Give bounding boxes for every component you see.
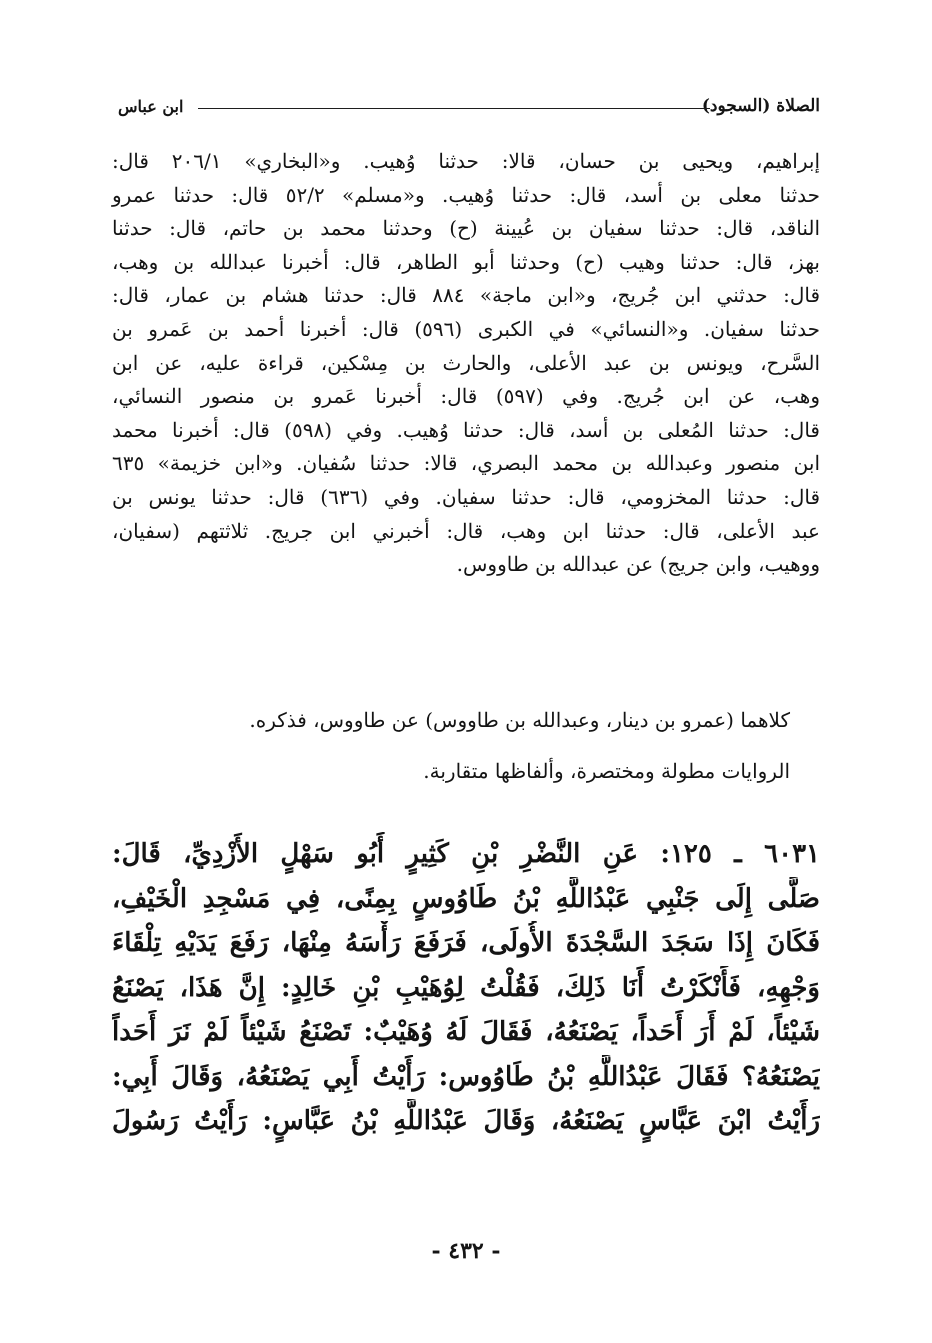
page-number: - ٤٣٢ - bbox=[431, 1238, 501, 1264]
hadith-line: رَأَيْتُ ابْنَ عَبَّاسٍ يَصْنَعُهُ، وَقَالَ عَبْدُاللَّهِ بْنُ عَبَّاسٍ: رَأَيْتُ رَسُولَ bbox=[112, 1106, 820, 1136]
reference-line: قال: حدثنا المخزومي، قال: حدثنا سفيان. وفي (٦٣٦) قال: حدثنا يونس بن bbox=[112, 484, 821, 509]
running-header bbox=[118, 92, 820, 120]
reference-line: حدثنا سفيان. و«النسائي» في الكبرى (٥٩٦) قال: أخبرنا أحمد بن عَمرو بن bbox=[112, 316, 820, 341]
hadith-line: شَيْئاً، لَمْ أَرَ أَحَداً، يَصْنَعُهُ، فَقَالَ لَهُ وُهَيْبٌ: تَصْنَعُ شَيْئاً لَمْ نَرَ أَحَداً bbox=[112, 1017, 820, 1047]
hadith-line: ٦٠٣١ ـ ١٢٥: عَنِ النَّضْرِ بْنِ كَثِيرٍ أَبُو سَهْلٍ الأَزْدِيِّ، قَالَ: bbox=[112, 839, 820, 869]
reference-line: ووهيب، وابن جريج) عن عبدالله بن طاووس. bbox=[456, 552, 820, 577]
header-rule bbox=[198, 108, 710, 109]
reference-line: قال: حدثني ابن جُريج، و«ابن ماجة» ٨٨٤ قال: حدثنا هشام بن عمار، قال: bbox=[112, 283, 820, 308]
reference-line: عبد الأعلى، قال: حدثنا ابن وهب، قال: أخبرني ابن جريج. ثلاثتهم (سفيان، bbox=[112, 518, 820, 543]
reference-line: وهب، عن ابن جُريج. وفي (٥٩٧) قال: أخبرنا عَمرو بن منصور النسائي، bbox=[112, 384, 821, 409]
hadith-line: صَلَّى إِلَى جَنْبِي عَبْدُاللَّهِ بْنُ طَاوُوسٍ بِمِنًى، فِي مَسْجِدِ الْخَيْفِ، bbox=[112, 883, 820, 914]
hadith-line: فَكَانَ إِذَا سَجَدَ السَّجْدَةَ الأُولَى، فَرَفَعَ رَأْسَهُ مِنْهَا، رَفَعَ يَدَيْهِ تِلْقَاءَ bbox=[112, 928, 820, 958]
wording-note: الروايات مطولة ومختصرة، وألفاظها متقاربة. bbox=[423, 759, 790, 783]
reference-line: قال: حدثنا المُعلى بن أسد، قال: حدثنا وُهيب. وفي (٥٩٨) قال: أخبرنا محمد bbox=[112, 417, 820, 442]
hadith-text bbox=[112, 832, 820, 1144]
header-narrator: ابن عباس bbox=[118, 96, 184, 116]
reference-line: حدثنا معلى بن أسد، قال: حدثنا وُهيب. و«مسلم» ٥٢/٢ قال: حدثنا عمرو bbox=[112, 182, 820, 207]
header-chapter: الصلاة (السجود) bbox=[701, 96, 820, 116]
hadith-line: وَجْهِهِ، فَأَنْكَرْتُ أَنَا ذَلِكَ، فَقُلْتُ لِوُهَيْبِ بْنِ خَالِدٍ: إِنَّ هَذَا، يَصْنَعُ bbox=[112, 972, 820, 1003]
chain-note: كلاهما (عمرو بن دينار، وعبدالله بن طاووس) عن طاووس، فذكره. bbox=[249, 708, 790, 732]
takhrij-references bbox=[112, 145, 820, 582]
reference-line: ابن منصور وعبدالله بن محمد البصري، قالا: حدثنا سُفيان. و«ابن خزيمة» ٦٣٥ bbox=[112, 451, 820, 476]
reference-line: السَّرح، ويونس بن عبد الأعلى، والحارث بن مِسْكين، قراءة عليه، عن ابن bbox=[112, 350, 820, 375]
reference-line: الناقد، قال: حدثنا سفيان بن عُيينة (ح) وحدثنا محمد بن حاتم، قال: حدثنا bbox=[112, 216, 820, 241]
hadith-line: يَصْنَعُهُ؟ فَقَالَ عَبْدُاللَّهِ بْنُ طَاوُوس: رَأَيْتُ أَبِي يَصْنَعُهُ، وَقَالَ أَبِي: bbox=[112, 1061, 820, 1092]
reference-line: إبراهيم، ويحيى بن حسان، قالا: حدثنا وُهيب. و«البخاري» ٢٠٦/١ قال: bbox=[112, 149, 821, 173]
reference-line: بهز، قال: حدثنا وهيب (ح) وحدثنا أبو الطاهر، قال: أخبرنا عبدالله بن وهب، bbox=[112, 249, 820, 274]
